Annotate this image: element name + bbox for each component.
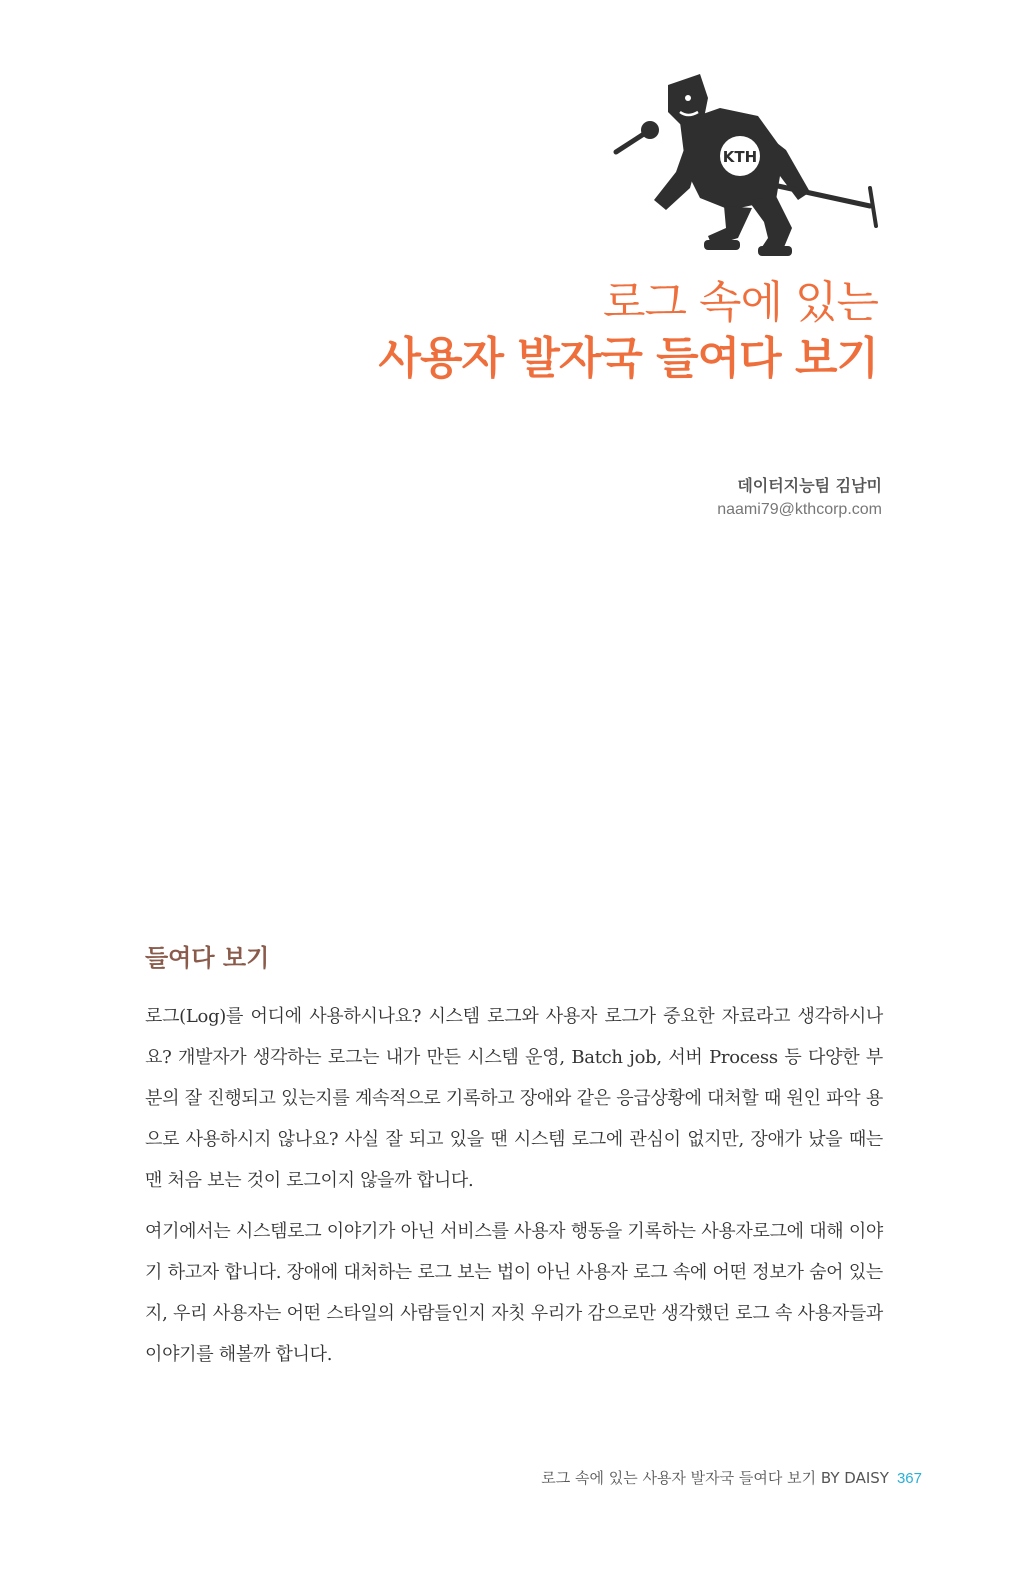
singer-illustration	[608, 60, 888, 260]
shirt-logo-text: KTH	[722, 148, 758, 166]
page-footer	[541, 1466, 922, 1491]
front-foot-shape	[704, 240, 740, 250]
author-block	[717, 474, 882, 522]
title-line-2: 사용자 발자국 들여다 보기	[378, 333, 878, 384]
title-line-1: 로그 속에 있는	[603, 277, 878, 328]
section-heading: 들여다 보기	[145, 944, 270, 972]
rear-leg-shape	[748, 196, 792, 252]
article-title	[379, 275, 879, 387]
microphone-handle	[616, 130, 650, 152]
footer-running-title: 로그 속에 있는 사용자 발자국 들여다 보기 BY DAISY	[541, 1469, 889, 1487]
mic-stand-icon	[778, 186, 870, 206]
author-email: naami79@kthcorp.com	[717, 501, 882, 518]
arm-shape	[654, 138, 700, 210]
body-text	[145, 996, 883, 1385]
page-number: 367	[896, 1470, 922, 1487]
rear-foot-shape	[758, 246, 792, 256]
paragraph-1: 로그(Log)를 어디에 사용하시나요? 시스템 로그와 사용자 로그가 중요한 자료라고 생각하시나요? 개발자가 생각하는 로그는 내가 만든 시스템 운영, Batch job, 서버 Process 등 다양한 부분의 잘 진행되고 있는지를 계속적으로 기록하고 장애와 같은 응급상황에 대처할 때 원인 파악 용으로 사용하시지 않나요? 사실 잘 되고 있을 땐 시스템 로그에 관심이 없지만, 장애가 났을 때는 맨 처음 보는 것이 로그이지 않을까 합니다.	[145, 1006, 883, 1191]
paragraph-2: 여기에서는 시스템로그 이야기가 아닌 서비스를 사용자 행동을 기록하는 사용자로그에 대해 이야기 하고자 합니다. 장애에 대처하는 로그 보는 법이 아닌 사용자 로그 속에 어떤 정보가 숨어 있는지, 우리 사용자는 어떤 스타일의 사람들인지 자칫 우리가 감으로만 생각했던 로그 속 사용자들과 이야기를 해볼까 합니다.	[145, 1221, 883, 1365]
eye-icon	[685, 95, 691, 101]
author-name: 데이터지능팀 김남미	[737, 476, 882, 495]
